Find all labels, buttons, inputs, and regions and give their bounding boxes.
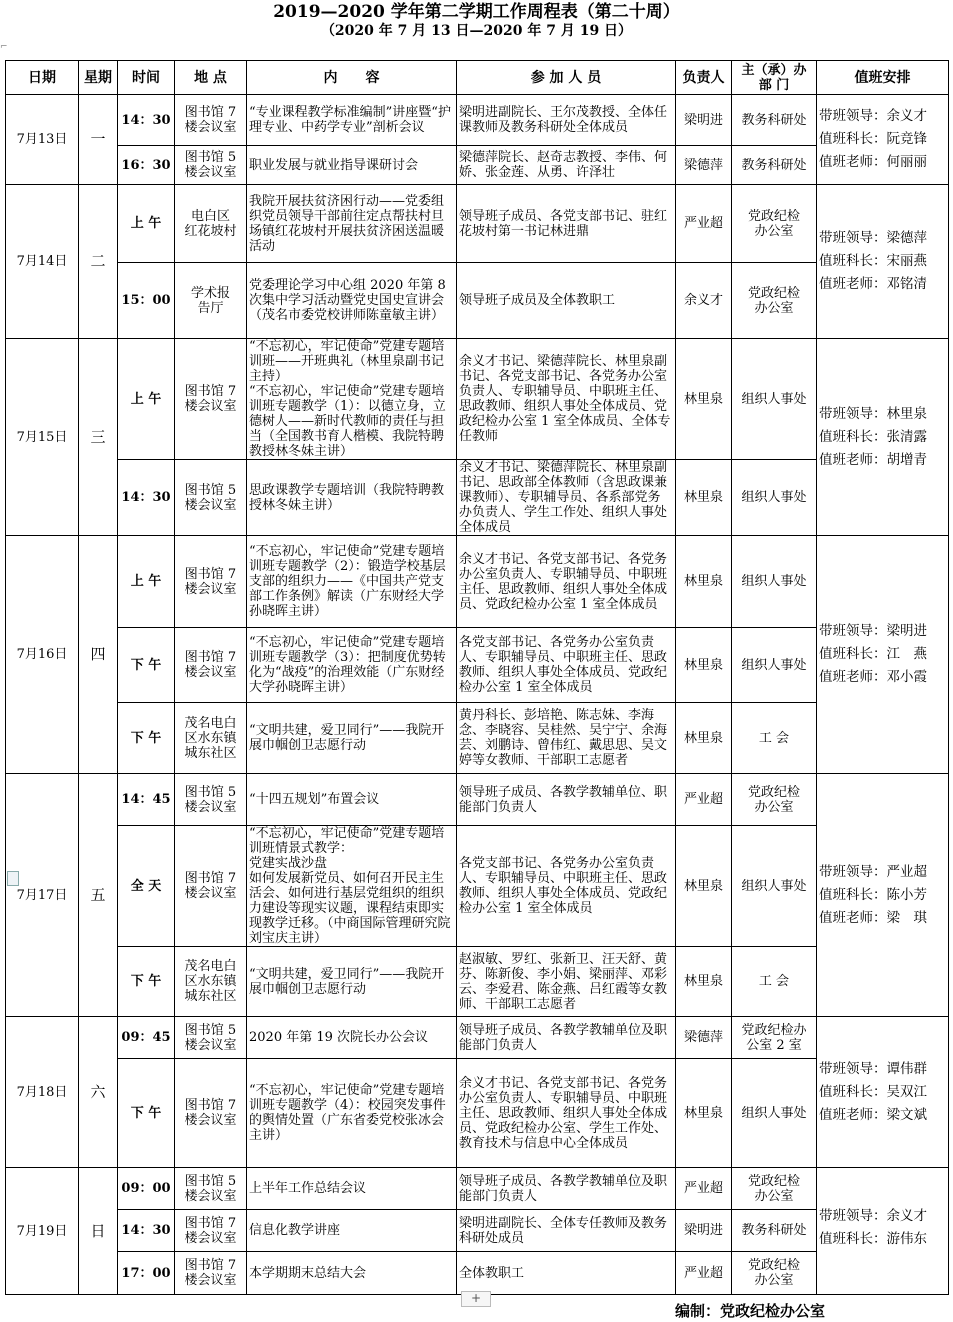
place-cell: 茂名电白 区水东镇 城东社区 (175, 947, 247, 1017)
place-cell: 图书馆 5 楼会议室 (175, 146, 247, 185)
duty-chief: 值班科长：陈小芳 (819, 886, 927, 903)
attendees-cell: 各党支部书记、各党务办公室负责人、专职辅导员、中职班主任、思政教师、组织人事处全体成员、党政纪检办公室 1 室全体成员 (457, 628, 676, 703)
time-cell: 16：30 (118, 146, 175, 185)
weekday-cell: 一 (79, 95, 118, 185)
table-row (6, 95, 949, 146)
attendees-cell: 梁明进副院长、全体专任教师及教务科研处成员 (457, 1210, 676, 1252)
duty-leader: 带班领导：严业超 (819, 863, 927, 880)
time-cell: 09：00 (118, 1168, 175, 1210)
header-place: 地 点 (175, 61, 247, 95)
content-cell: 信息化教学讲座 (247, 1210, 457, 1252)
content-cell: “专业课程教学标准编制”讲座暨“护理专业、中药学专业”剖析会议 (247, 95, 457, 146)
weekly-schedule-table (5, 60, 949, 1295)
table-row (6, 263, 949, 339)
duty-chief: 值班科长：阮竞锋 (819, 131, 927, 147)
table-row (6, 1017, 949, 1059)
duty-leader: 带班领导：林里泉 (819, 405, 927, 422)
table-row (6, 703, 949, 774)
place-cell: 图书馆 5 楼会议室 (175, 1168, 247, 1210)
time-cell: 15：00 (118, 263, 175, 339)
department-cell: 党政纪检 办公室 (732, 1168, 817, 1210)
duty-leader: 带班领导：梁明进 (819, 623, 927, 639)
header-time: 时间 (118, 61, 175, 95)
table-row (6, 460, 949, 536)
owner-cell: 林里泉 (676, 628, 732, 703)
date-cell: 7月19日 (6, 1168, 79, 1295)
duty-schedule-cell (817, 1168, 949, 1295)
content-cell: 我院开展扶贫济困行动——党委组织党员领导干部前往定点帮扶村旦场镇红花坡村开展扶贫济困送温暖活动 (247, 185, 457, 263)
attendees-cell: 黄丹科长、彭培艳、陈志妹、李海念、李晓容、吴桂然、吴宁宁、余海芸、刘鹏诗、曾伟红、戴思思、吴文婷等女教师、干部职工志愿者 (457, 703, 676, 774)
attendees-cell: 余义才书记、梁德萍院长、林里泉副书记、各党支部书记、各党务办公室负责人、专职辅导员、中职班主任、思政教师、组织人事处全体成员、党政纪检办公室 1 室全体成员、全体专任教师 (457, 339, 676, 460)
attendees-cell: 领导班子成员、各教学教辅单位、职能部门负责人 (457, 774, 676, 826)
department-cell: 组织人事处 (732, 628, 817, 703)
duty-teacher: 值班老师：何丽丽 (819, 154, 927, 170)
attendees-cell: 领导班子成员、各教学教辅单位及职能部门负责人 (457, 1168, 676, 1210)
header-content: 内 容 (247, 61, 457, 95)
document-icon (7, 871, 19, 886)
table-row (6, 146, 949, 185)
weekday-cell: 六 (79, 1017, 118, 1168)
table-row (6, 1210, 949, 1252)
attendees-cell: 领导班子成员及全体教职工 (457, 263, 676, 339)
weekday-cell: 日 (79, 1168, 118, 1295)
table-row (6, 339, 949, 460)
department-cell: 组织人事处 (732, 460, 817, 536)
attendees-cell: 余义才书记、各党支部书记、各党务办公室负责人、专职辅导员、中职班主任、思政教师、组织人事处全体成员、党政纪检办公室 1 室全体成员 (457, 536, 676, 628)
header-date: 日期 (6, 61, 79, 95)
duty-chief: 值班科长：江 燕 (819, 646, 927, 662)
duty-teacher: 值班老师：梁文斌 (819, 1106, 927, 1123)
attendees-cell: 梁明进副院长、王尔茂教授、全体任课教师及教务科研处全体成员 (457, 95, 676, 146)
duty-chief: 值班科长：张清露 (819, 428, 927, 445)
table-row (6, 1168, 949, 1210)
duty-teacher: 值班老师：邓铭清 (819, 276, 927, 292)
place-cell: 图书馆 7 楼会议室 (175, 536, 247, 628)
content-cell: 职业发展与就业指导课研讨会 (247, 146, 457, 185)
date-cell: 7月15日 (6, 339, 79, 536)
duty-teacher: 值班老师：梁 琪 (819, 909, 927, 926)
attendees-cell: 全体教职工 (457, 1252, 676, 1295)
place-cell: 学术报 告厅 (175, 263, 247, 339)
time-cell: 全 天 (118, 826, 175, 947)
time-cell: 上 午 (118, 185, 175, 263)
table-row (6, 185, 949, 263)
content-cell: “文明共建，爱卫同行”——我院开展巾帼创卫志愿行动 (247, 947, 457, 1017)
content-cell: “不忘初心，牢记使命”党建专题培训班专题教学（4）：校园突发事件的舆情处置（广东省委党校张冰会主讲） (247, 1059, 457, 1168)
table-row (6, 628, 949, 703)
attendees-cell: 领导班子成员、各教学教辅单位及职能部门负责人 (457, 1017, 676, 1059)
owner-cell: 梁明进 (676, 95, 732, 146)
table-header-row (6, 61, 949, 95)
owner-cell: 严业超 (676, 774, 732, 826)
owner-cell: 林里泉 (676, 826, 732, 947)
department-cell: 组织人事处 (732, 339, 817, 460)
header-weekday: 星期 (79, 61, 118, 95)
date-cell: 7月16日 (6, 536, 79, 774)
owner-cell: 林里泉 (676, 460, 732, 536)
duty-leader: 带班领导：余义才 (819, 1208, 927, 1224)
header-owner: 负责人 (676, 61, 732, 95)
department-cell: 党政纪检 办公室 (732, 774, 817, 826)
time-cell: 上 午 (118, 536, 175, 628)
time-cell: 17：00 (118, 1252, 175, 1295)
date-cell: 7月13日 (6, 95, 79, 185)
owner-cell: 林里泉 (676, 536, 732, 628)
department-cell: 教务科研处 (732, 146, 817, 185)
duty-schedule-cell (817, 95, 949, 185)
owner-cell: 林里泉 (676, 703, 732, 774)
owner-cell: 梁德萍 (676, 1017, 732, 1059)
time-cell: 下 午 (118, 703, 175, 774)
department-cell: 组织人事处 (732, 1059, 817, 1168)
owner-cell: 梁明进 (676, 1210, 732, 1252)
table-row (6, 947, 949, 1017)
owner-cell: 林里泉 (676, 947, 732, 1017)
department-cell: 党政纪检办 公室 2 室 (732, 1017, 817, 1059)
duty-teacher: 值班老师：邓小霞 (819, 669, 927, 685)
duty-schedule-cell (817, 185, 949, 339)
owner-cell: 余义才 (676, 263, 732, 339)
table-row (6, 826, 949, 947)
owner-cell: 林里泉 (676, 1059, 732, 1168)
owner-cell: 梁德萍 (676, 146, 732, 185)
place-cell: 图书馆 5 楼会议室 (175, 1017, 247, 1059)
content-cell: “不忘初心，牢记使命”党建专题培训班——开班典礼（林里泉副书记主持） “不忘初心，牢记使命”党建专题培训班专题教学（1）：以德立身，立德树人——新时代教师的责任与担当（全国教书育人楷模、我院特聘教授林冬妹主讲） (247, 339, 457, 460)
duty-leader: 带班领导：谭伟群 (819, 1060, 927, 1077)
owner-cell: 严业超 (676, 1168, 732, 1210)
date-cell: 7月17日 (6, 774, 79, 1017)
header-department: 主（承）办 部 门 (732, 61, 817, 95)
time-cell: 14：45 (118, 774, 175, 826)
attendees-cell: 余义才书记、梁德萍院长、林里泉副书记、思政部全体教师（含思政课兼课教师）、专职辅导员、各系部党务办负责人、学生工作处、组织人事处全体成员 (457, 460, 676, 536)
content-cell: 2020 年第 19 次院长办公会议 (247, 1017, 457, 1059)
margin-marker-icon: ⌐ (0, 42, 8, 52)
time-cell: 下 午 (118, 947, 175, 1017)
duty-chief: 值班科长：宋丽燕 (819, 253, 927, 269)
table-row (6, 1059, 949, 1168)
time-cell: 14：30 (118, 1210, 175, 1252)
content-cell: 本学期期末总结大会 (247, 1252, 457, 1295)
place-cell: 图书馆 7 楼会议室 (175, 1252, 247, 1295)
compiled-by: 编制：党政纪检办公室 (675, 1302, 826, 1320)
content-cell: “不忘初心，牢记使命”党建专题培训班情景式教学： 党建实战沙盘 如何发展新党员、如何召开民主生活会、如何进行基层党组织的组织力建设等现实议题，课程结束即实现教学迁移。（中商国际管理研究院刘宝庆主讲） (247, 826, 457, 947)
attendees-cell: 梁德萍院长、赵奇志教授、李伟、何娇、张金莲、从勇、许泽壮 (457, 146, 676, 185)
department-cell: 教务科研处 (732, 1210, 817, 1252)
table-row (6, 774, 949, 826)
place-cell: 图书馆 7 楼会议室 (175, 95, 247, 146)
duty-teacher: 值班老师：胡增青 (819, 451, 927, 468)
weekday-cell: 四 (79, 536, 118, 774)
weekday-cell: 二 (79, 185, 118, 339)
department-cell: 党政纪检 办公室 (732, 263, 817, 339)
duty-leader: 带班领导：梁德萍 (819, 230, 927, 246)
table-row (6, 536, 949, 628)
owner-cell: 严业超 (676, 185, 732, 263)
content-cell: “十四五规划”布置会议 (247, 774, 457, 826)
expand-table-button[interactable]: + (461, 1291, 491, 1307)
time-cell: 下 午 (118, 1059, 175, 1168)
weekday-cell: 五 (79, 774, 118, 1017)
owner-cell: 严业超 (676, 1252, 732, 1295)
duty-schedule-cell (817, 339, 949, 536)
content-cell: “不忘初心，牢记使命”党建专题培训班专题教学（2）：锻造学校基层支部的组织力——《中国共产党支部工作条例》解读（广东财经大学孙晓晖主讲） (247, 536, 457, 628)
duty-chief: 值班科长：游伟东 (819, 1231, 927, 1247)
department-cell: 工 会 (732, 703, 817, 774)
duty-schedule-cell (817, 1017, 949, 1168)
duty-schedule-cell (817, 774, 949, 1017)
time-cell: 下 午 (118, 628, 175, 703)
content-cell: 思政课教学专题培训（我院特聘教授林冬妹主讲） (247, 460, 457, 536)
place-cell: 图书馆 7 楼会议室 (175, 1059, 247, 1168)
time-cell: 09：45 (118, 1017, 175, 1059)
content-cell: 上半年工作总结会议 (247, 1168, 457, 1210)
table-row (6, 1252, 949, 1295)
place-cell: 茂名电白 区水东镇 城东社区 (175, 703, 247, 774)
department-cell: 党政纪检 办公室 (732, 185, 817, 263)
place-cell: 图书馆 5 楼会议室 (175, 460, 247, 536)
department-cell: 组织人事处 (732, 536, 817, 628)
owner-cell: 林里泉 (676, 339, 732, 460)
place-cell: 图书馆 5 楼会议室 (175, 774, 247, 826)
date-cell: 7月14日 (6, 185, 79, 339)
attendees-cell: 余义才书记、各党支部书记、各党务办公室负责人、专职辅导员、中职班主任、思政教师、组织人事处全体成员、党政纪检办公室、学生工作处、教育技术与信息中心全体成员 (457, 1059, 676, 1168)
place-cell: 电白区 红花坡村 (175, 185, 247, 263)
weekday-cell: 三 (79, 339, 118, 536)
time-cell: 上 午 (118, 339, 175, 460)
time-cell: 14：30 (118, 95, 175, 146)
place-cell: 图书馆 7 楼会议室 (175, 826, 247, 947)
department-cell: 教务科研处 (732, 95, 817, 146)
duty-schedule-cell (817, 536, 949, 774)
department-cell: 组织人事处 (732, 826, 817, 947)
date-cell: 7月18日 (6, 1017, 79, 1168)
place-cell: 图书馆 7 楼会议室 (175, 339, 247, 460)
schedule-title: 2019—2020 学年第二学期工作周程表（第二十周） (273, 2, 680, 22)
header-attendees: 参 加 人 员 (457, 61, 676, 95)
time-cell: 14：30 (118, 460, 175, 536)
schedule-date-range: （2020 年 7 月 13 日—2020 年 7 月 19 日） (320, 23, 633, 39)
duty-chief: 值班科长：吴双江 (819, 1083, 927, 1100)
department-cell: 工 会 (732, 947, 817, 1017)
content-cell: “不忘初心，牢记使命”党建专题培训班专题教学（3）：把制度优势转化为“战疫”的治理效能（广东财经大学孙晓晖主讲） (247, 628, 457, 703)
content-cell: “文明共建，爱卫同行”——我院开展巾帼创卫志愿行动 (247, 703, 457, 774)
attendees-cell: 领导班子成员、各党支部书记、驻红花坡村第一书记林进鼎 (457, 185, 676, 263)
content-cell: 党委理论学习中心组 2020 年第 8 次集中学习活动暨党史国史宣讲会（茂名市委党校讲师陈童敏主讲） (247, 263, 457, 339)
place-cell: 图书馆 7 楼会议室 (175, 628, 247, 703)
attendees-cell: 赵淑敏、罗红、张新卫、汪天舒、黄芬、陈新俊、李小娟、梁丽萍、邓彩云、李爱君、陈金燕、吕红霞等女教师、干部职工志愿者 (457, 947, 676, 1017)
duty-leader: 带班领导：余义才 (819, 108, 927, 124)
place-cell: 图书馆 7 楼会议室 (175, 1210, 247, 1252)
attendees-cell: 各党支部书记、各党务办公室负责人、专职辅导员、中职班主任、思政教师、组织人事处全体成员、党政纪检办公室 1 室全体成员 (457, 826, 676, 947)
department-cell: 党政纪检 办公室 (732, 1252, 817, 1295)
header-duty: 值班安排 (817, 61, 949, 95)
